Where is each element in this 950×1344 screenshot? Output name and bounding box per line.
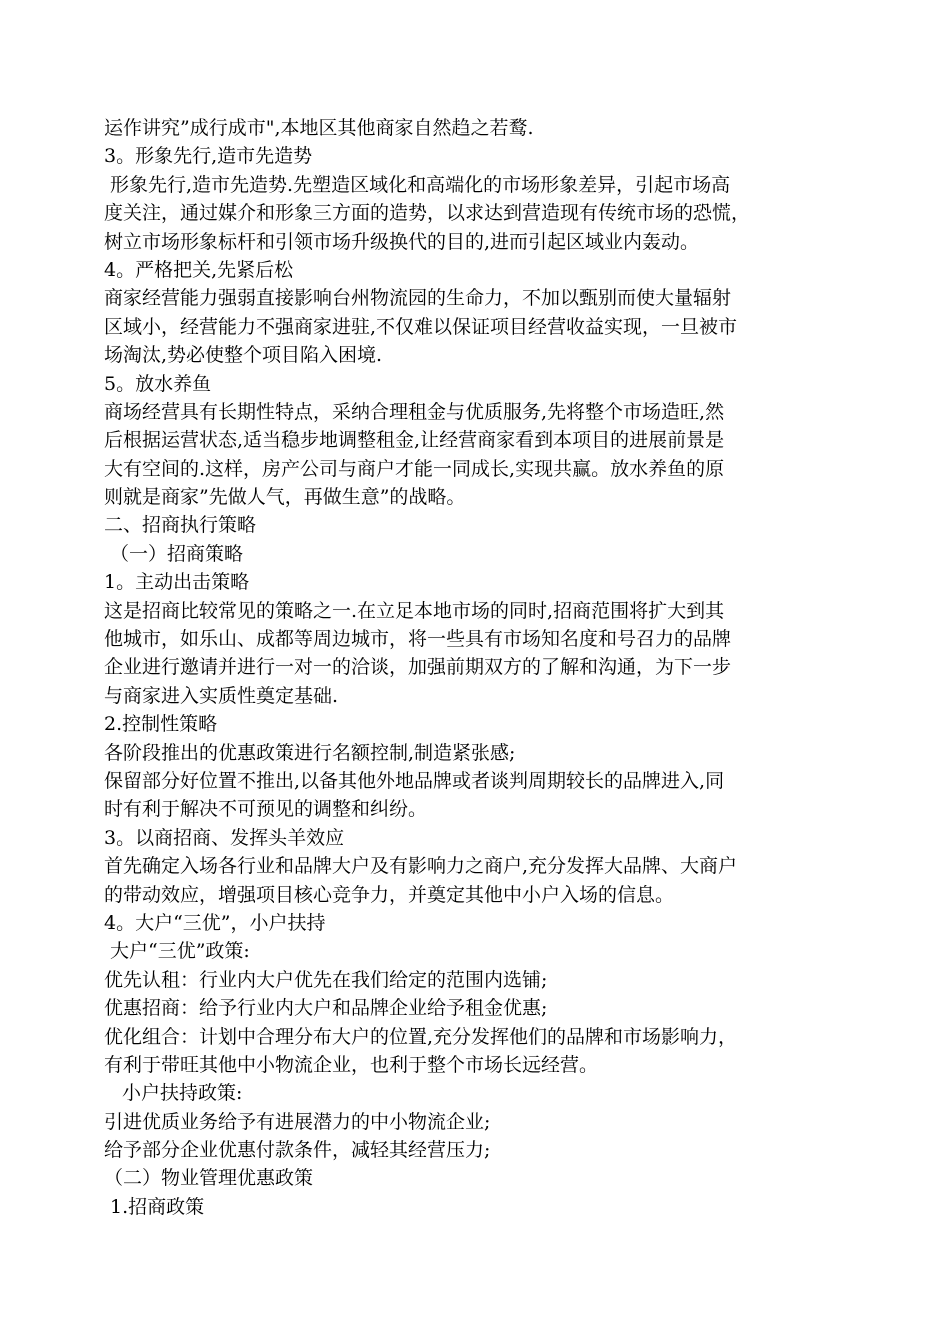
body-text-line: 各阶段推出的优惠政策进行名额控制,制造紧张感;: [104, 741, 516, 764]
body-text-line: 大有空间的.这样，房产公司与商户才能一同成长,实现共赢。放水养鱼的原: [104, 457, 725, 480]
body-text-line: 保留部分好位置不推出,以备其他外地品牌或者谈判周期较长的品牌进入,同: [104, 769, 725, 792]
body-text-line: 的带动效应，增强项目核心竞争力，并奠定其他中小户入场的信息。: [104, 883, 675, 906]
section-heading: 1。主动出击策略: [104, 571, 250, 594]
body-text-line: 商场经营具有长期性特点，采纳合理租金与优质服务,先将整个市场造旺,然: [104, 400, 725, 423]
document-page: [104, 114, 864, 1221]
body-text-line: 区域小，经营能力不强商家进驻,不仅难以保证项目经营收益实现，一旦被市: [104, 315, 738, 338]
section-heading: 4。严格把关,先紧后松: [104, 258, 294, 281]
body-text-line: 运作讲究”成行成市",本地区其他商家自然趋之若鹜.: [104, 117, 534, 139]
body-text-line: 优惠招商：给予行业内大户和品牌企业给予租金优惠;: [104, 997, 548, 1020]
body-text-line: 后根据运营状态,适当稳步地调整租金,让经营商家看到本项目的进展前景是: [104, 429, 725, 452]
body-text-line: 度关注，通过媒介和形象三方面的造势，以求达到营造现有传统市场的恐慌，: [104, 202, 751, 225]
body-text-line: 这是招商比较常见的策略之一.在立足本地市场的同时,招商范围将扩大到其: [104, 599, 725, 622]
body-text-line: 企业进行邀请并进行一对一的洽谈，加强前期双方的了解和沟通，为下一步: [104, 656, 732, 679]
body-text-line: 他城市，如乐山、成都等周边城市，将一些具有市场知名度和号召力的品牌: [104, 628, 732, 651]
body-text-line: 大户“三优”政策:: [110, 940, 250, 963]
body-text-line: 优化组合：计划中合理分布大户的位置,充分发挥他们的品牌和市场影响力，: [104, 1025, 738, 1048]
body-text-line: 给予部分企业优惠付款条件，减轻其经营压力;: [104, 1139, 491, 1162]
body-text-line: 时有利于解决不可预见的调整和纠纷。: [104, 798, 428, 821]
body-text-line: 与商家进入实质性奠定基础.: [104, 684, 339, 707]
body-text-line: 商家经营能力强弱直接影响台州物流园的生命力，不加以甄别而使大量辐射: [104, 287, 732, 310]
section-heading: 3。以商招商、发挥头羊效应: [104, 826, 345, 849]
section-heading: 4。大户“三优”，小户扶持: [104, 911, 326, 934]
body-text-line: 优先认租：行业内大户优先在我们给定的范围内选铺;: [104, 968, 548, 991]
body-text-line: 引进优质业务给予有进展潜力的中小物流企业;: [104, 1110, 491, 1133]
section-heading: 3。形象先行,造市先造势: [104, 145, 313, 168]
subsection-heading: （一）招商策略: [110, 542, 244, 565]
body-text-line: 首先确定入场各行业和品牌大户及有影响力之商户,充分发挥大品牌、大商户: [104, 855, 738, 878]
section-heading: 1.招商政策: [110, 1195, 205, 1218]
body-text-line: 小户扶持政策:: [122, 1082, 243, 1105]
body-text-line: 树立市场形象标杆和引领市场升级换代的目的,进而引起区域业内轰动。: [104, 230, 700, 253]
section-heading: 5。放水养鱼: [104, 372, 212, 395]
chapter-heading: 二、招商执行策略: [104, 514, 257, 537]
body-text-line: 有利于带旺其他中小物流企业，也利于整个市场长远经营。: [104, 1053, 599, 1076]
section-heading: 2.控制性策略: [104, 713, 218, 736]
body-text-line: 形象先行,造市先造势.先塑造区域化和高端化的市场形象差异，引起市场高: [110, 173, 731, 196]
body-text-line: 则就是商家”先做人气，再做生意”的战略。: [104, 486, 466, 509]
subsection-heading: （二）物业管理优惠政策: [104, 1167, 314, 1190]
body-text-line: 场淘汰,势必使整个项目陷入困境.: [104, 344, 383, 367]
